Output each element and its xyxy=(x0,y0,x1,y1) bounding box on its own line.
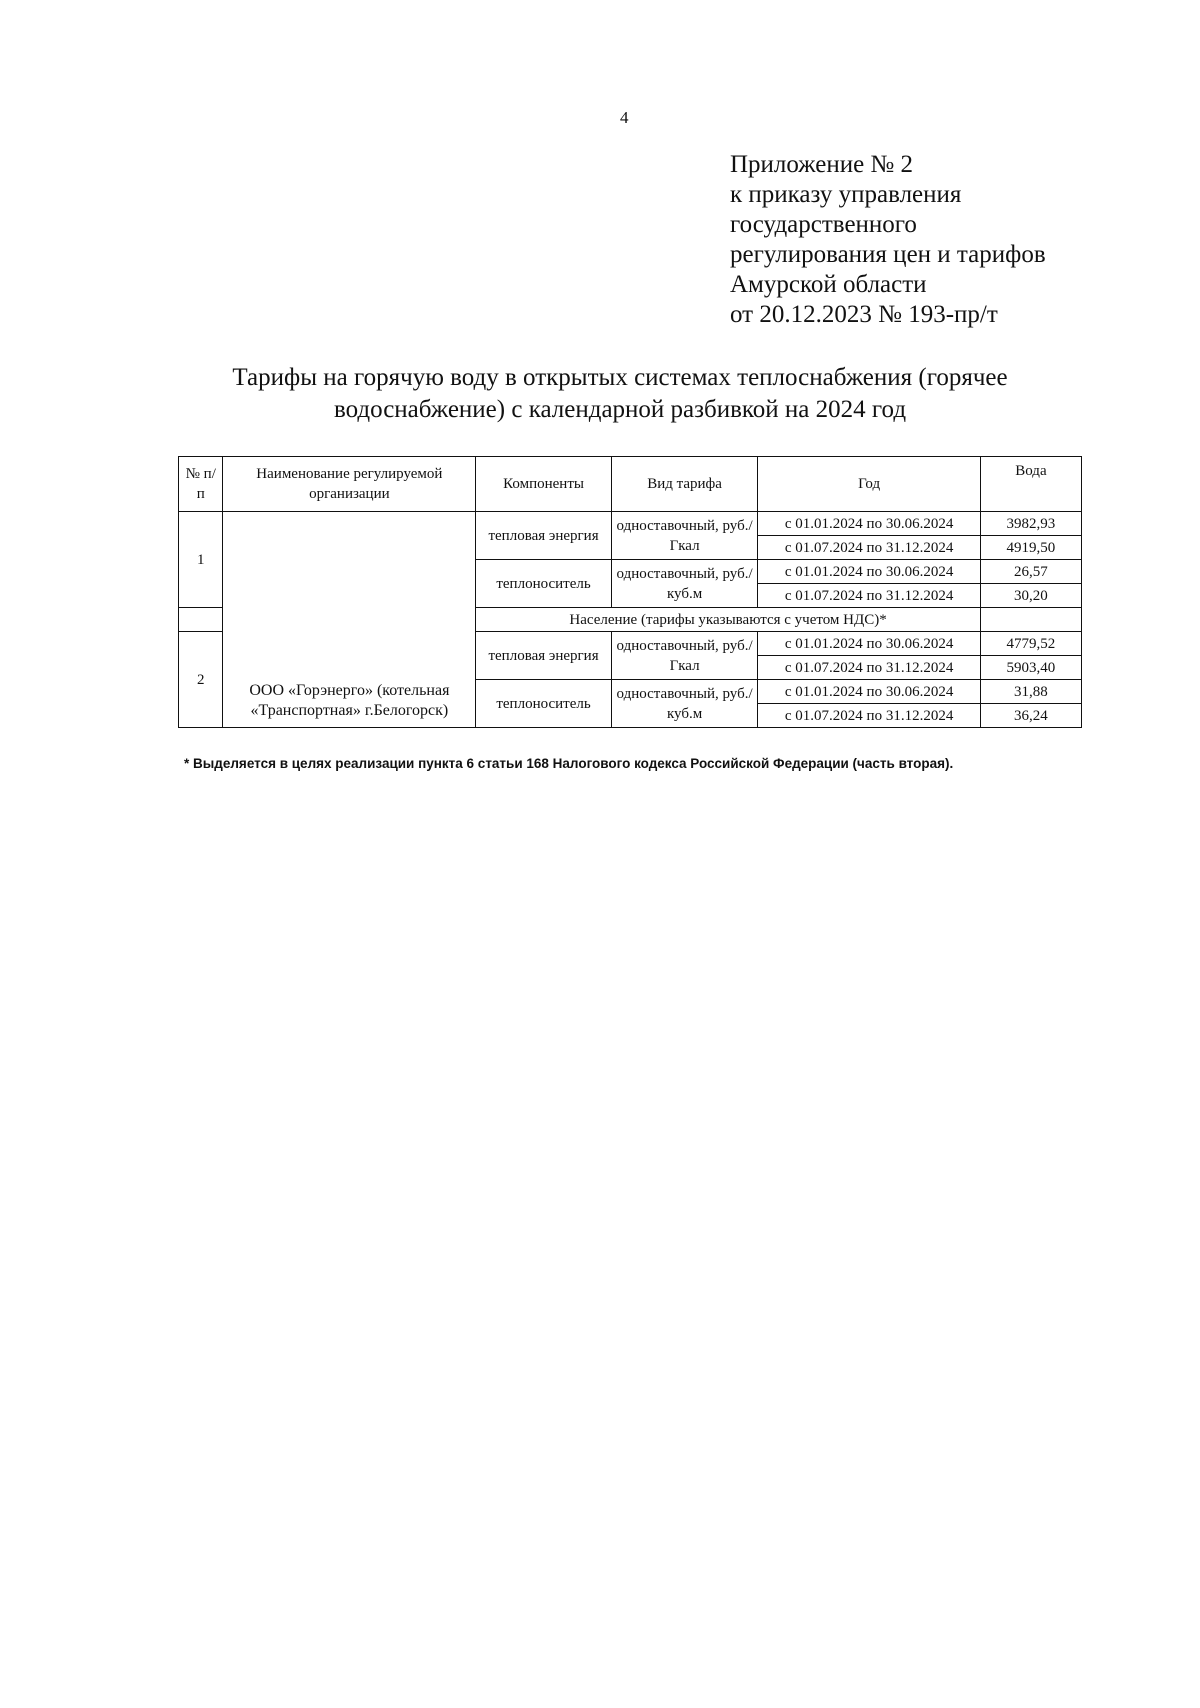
header-num: № п/п xyxy=(179,457,223,512)
value-cell: 26,57 xyxy=(980,560,1081,584)
row-number: 1 xyxy=(179,512,223,608)
appendix-line: регулирования цен и тарифов xyxy=(730,241,1046,268)
period-cell: с 01.01.2024 по 30.06.2024 xyxy=(758,512,980,536)
tariff-table xyxy=(178,456,1082,728)
header-org: Наименование регулируемой организации xyxy=(223,457,476,512)
period-cell: с 01.07.2024 по 31.12.2024 xyxy=(758,536,980,560)
header-components: Компоненты xyxy=(476,457,612,512)
header-water: Вода xyxy=(980,457,1081,512)
organization-name: ООО «Горэнерго» (котельная «Транспортная» г.Белогорск) xyxy=(223,512,476,728)
period-cell: с 01.01.2024 по 30.06.2024 xyxy=(758,560,980,584)
value-cell: 3982,93 xyxy=(980,512,1081,536)
component-name: тепловая энергия xyxy=(476,632,612,680)
title-line: водоснабжение) с календарной разбивкой на 2024 год xyxy=(333,396,907,423)
header-year: Год xyxy=(758,457,980,512)
appendix-line: государственного xyxy=(730,211,917,238)
appendix-line: Приложение № 2 xyxy=(730,151,914,178)
value-cell: 30,20 xyxy=(980,584,1081,608)
period-cell: с 01.01.2024 по 30.06.2024 xyxy=(758,632,980,656)
appendix-block xyxy=(730,150,1046,330)
component-name: тепловая энергия xyxy=(476,512,612,560)
tariff-type: одноставочный, руб./Гкал xyxy=(611,512,758,560)
empty-value-cell xyxy=(980,608,1081,632)
tariff-type: одноставочный, руб./куб.м xyxy=(611,680,758,728)
empty-num-cell xyxy=(179,608,223,632)
period-cell: с 01.01.2024 по 30.06.2024 xyxy=(758,680,980,704)
appendix-line: Амурской области xyxy=(730,271,927,298)
footnote: * Выделяется в целях реализации пункта 6 статьи 168 Налогового кодекса Российской Федерации (часть вторая). xyxy=(184,756,954,771)
component-name: теплоноситель xyxy=(476,680,612,728)
component-name: теплоноситель xyxy=(476,560,612,608)
document-title xyxy=(180,362,1060,426)
row-number: 2 xyxy=(179,632,223,728)
value-cell: 4779,52 xyxy=(980,632,1081,656)
population-note: Население (тарифы указываются с учетом НДС)* xyxy=(476,608,981,632)
value-cell: 31,88 xyxy=(980,680,1081,704)
period-cell: с 01.07.2024 по 31.12.2024 xyxy=(758,584,980,608)
appendix-line: к приказу управления xyxy=(730,181,962,208)
table-row xyxy=(179,512,1082,536)
tariff-type: одноставочный, руб./куб.м xyxy=(611,560,758,608)
value-cell: 4919,50 xyxy=(980,536,1081,560)
value-cell: 5903,40 xyxy=(980,656,1081,680)
page-number: 4 xyxy=(620,108,629,127)
title-line: Тарифы на горячую воду в открытых системах теплоснабжения (горячее xyxy=(232,364,1008,391)
table-header-row xyxy=(179,457,1082,512)
header-tariff-type: Вид тарифа xyxy=(611,457,758,512)
value-cell: 36,24 xyxy=(980,704,1081,728)
tariff-type: одноставочный, руб./Гкал xyxy=(611,632,758,680)
appendix-line: от 20.12.2023 № 193-пр/т xyxy=(730,301,998,328)
period-cell: с 01.07.2024 по 31.12.2024 xyxy=(758,704,980,728)
period-cell: с 01.07.2024 по 31.12.2024 xyxy=(758,656,980,680)
